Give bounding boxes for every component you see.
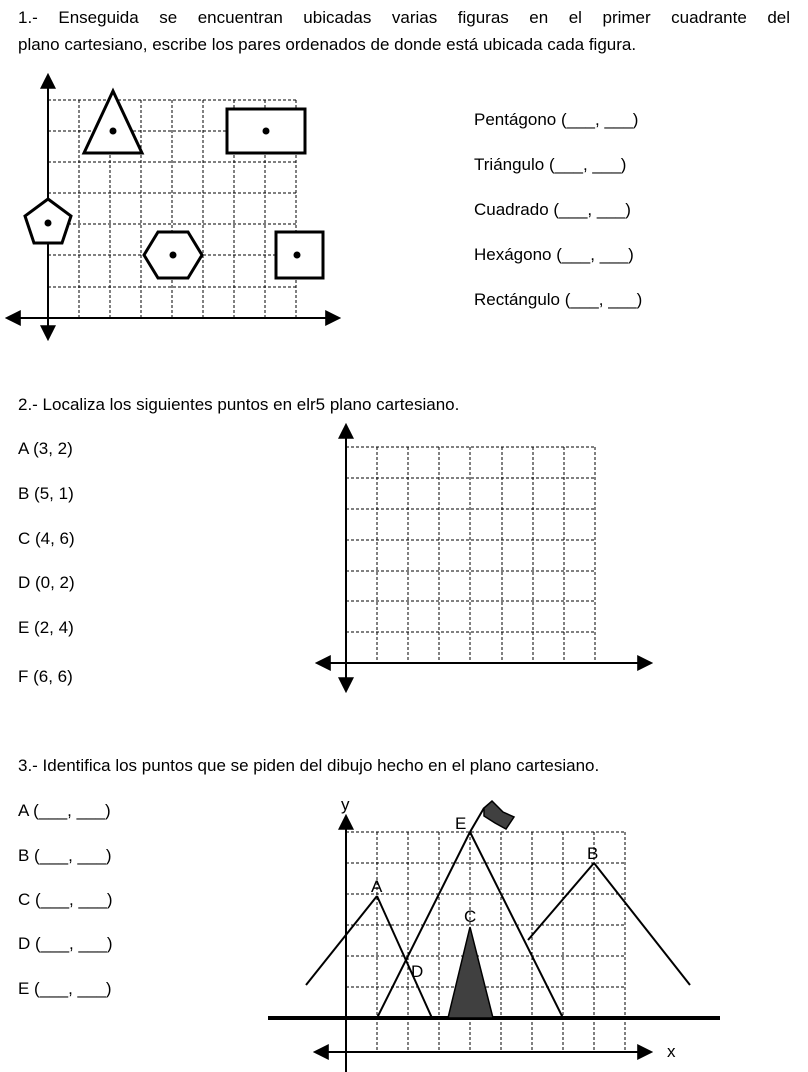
- label-point-e: E: [455, 814, 467, 833]
- square-dot: [294, 252, 301, 259]
- label-point-c: C: [464, 907, 477, 926]
- section2-instruction: 2.- Localiza los siguientes puntos en elr5 plano cartesiano.: [18, 395, 460, 414]
- label-point-b: B: [587, 844, 599, 863]
- section1-instruction-line1: 1.- Enseguida se encuentran ubicadas varias figuras en el primer cuadrante del: [18, 8, 790, 27]
- plot1-figures: [8, 76, 338, 338]
- label-point-d: D: [411, 962, 424, 981]
- answer-point-b: B (___, ___): [18, 846, 112, 865]
- flag-shape: [484, 801, 514, 829]
- rectangle-dot: [263, 128, 270, 135]
- point-item-c: C (4, 6): [18, 529, 75, 548]
- section3-instruction: 3.- Identifica los puntos que se piden del dibujo hecho en el plano cartesiano.: [18, 756, 600, 775]
- label-point-a: A: [371, 877, 383, 896]
- answer-triangulo: Triángulo (___, ___): [474, 155, 627, 174]
- answer-point-a: A (___, ___): [18, 801, 111, 820]
- plot2-grid: [346, 447, 595, 663]
- answer-point-d: D (___, ___): [18, 934, 113, 953]
- triangle-dot: [110, 128, 117, 135]
- point-item-e: E (2, 4): [18, 618, 74, 637]
- plot3-drawing: [268, 801, 720, 1072]
- plot2-empty-grid: [318, 426, 650, 690]
- answer-rectangulo: Rectángulo (___, ___): [474, 290, 643, 309]
- tree-shape: [448, 927, 493, 1018]
- hexagon-dot: [170, 252, 177, 259]
- point-item-d: D (0, 2): [18, 573, 75, 592]
- point-item-b: B (5, 1): [18, 484, 74, 503]
- section1-instruction-line2: plano cartesiano, escribe los pares ordenados de donde está ubicada cada figura.: [18, 35, 637, 54]
- pentagon-dot: [45, 220, 52, 227]
- answer-point-e: E (___, ___): [18, 979, 112, 998]
- point-item-a: A (3, 2): [18, 439, 73, 458]
- answer-hexagono: Hexágono (___, ___): [474, 245, 634, 264]
- plot3-x-axis-label: x: [667, 1042, 676, 1061]
- answer-cuadrado: Cuadrado (___, ___): [474, 200, 631, 219]
- answer-pentagono: Pentágono (___, ___): [474, 110, 639, 129]
- point-item-f: F (6, 6): [18, 667, 73, 686]
- answer-point-c: C (___, ___): [18, 890, 113, 909]
- plot3-y-axis-label: y: [341, 795, 350, 814]
